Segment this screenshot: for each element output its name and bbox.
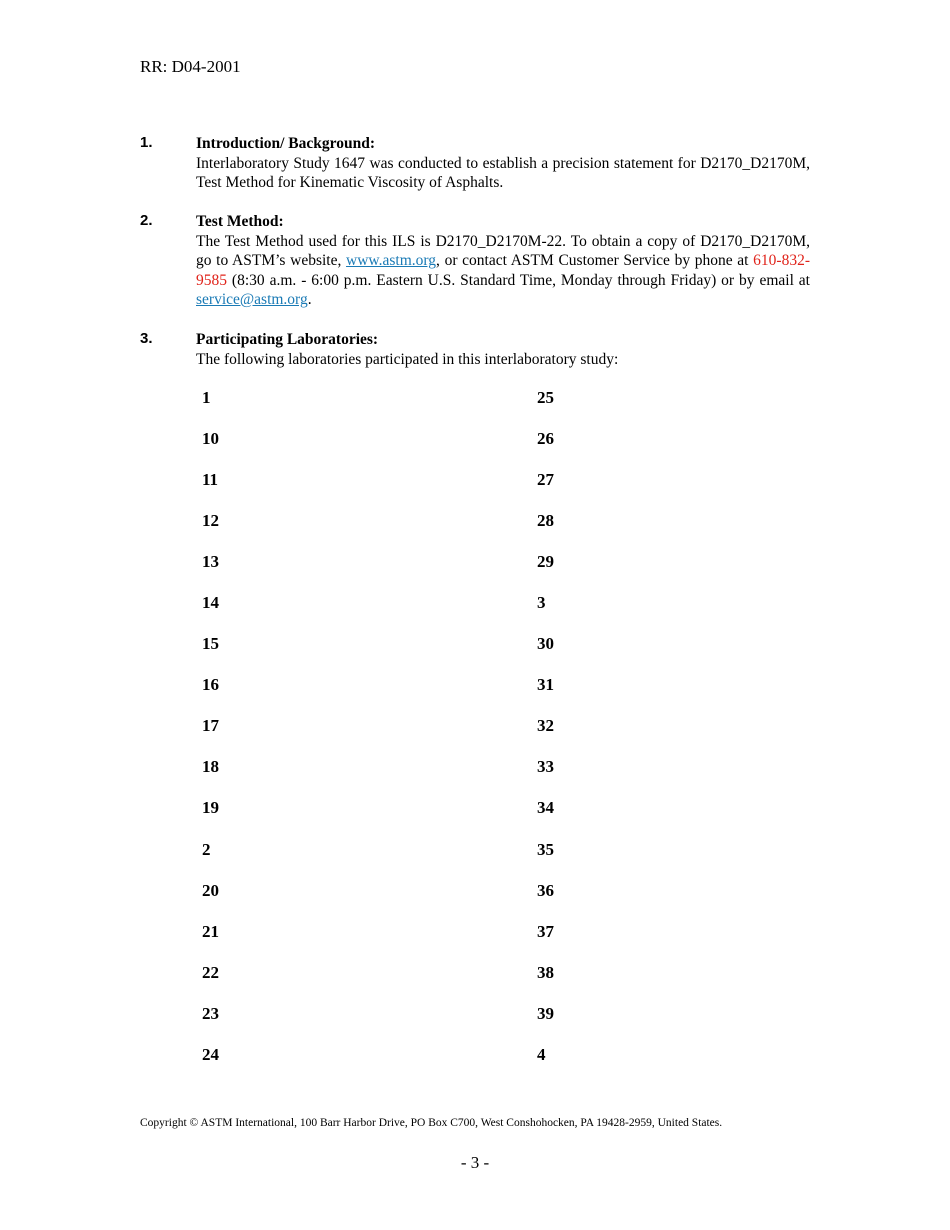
section-body: The following laboratories participated in this interlaboratory study: [196,350,619,368]
page-number: - 3 - [460,1153,490,1172]
lab-id: 39 [537,1003,554,1023]
lab-id: 21 [202,921,219,941]
lab-row [202,470,762,511]
lab-row [202,675,762,716]
lab-id: 13 [202,552,219,572]
lab-row [202,552,762,593]
lab-id: 26 [537,429,554,449]
lab-id: 30 [537,634,554,654]
section-test-method [140,212,810,310]
section-number: 2. [140,212,153,229]
lab-id: 36 [537,880,554,900]
lab-row [202,1004,762,1045]
lab-id: 16 [202,675,219,695]
laboratory-list [202,388,762,1086]
lab-id: 3 [537,593,546,613]
lab-id: 27 [537,470,554,490]
body-text: (8:30 a.m. - 6:00 p.m. Eastern U.S. Standard Time, Monday through Friday) or by email at [227,271,810,289]
lab-id: 32 [537,716,554,736]
lab-row [202,757,762,798]
lab-id: 4 [537,1044,546,1064]
lab-row [202,963,762,1004]
lab-row [202,634,762,675]
lab-id: 31 [537,675,554,695]
lab-row [202,716,762,757]
lab-id: 19 [202,798,219,818]
lab-row [202,881,762,922]
section-body: Interlaboratory Study 1647 was conducted to establish a precision statement for D2170_D2170M, Test Method for Kinematic Viscosity of Asphalts. [196,154,810,191]
section-body [196,232,810,310]
section-title: Test Method: [196,213,284,230]
phone-number: 610-832-9585 [196,252,810,289]
lab-id: 10 [202,429,219,449]
lab-id: 18 [202,757,219,777]
lab-id: 22 [202,962,219,982]
lab-row [202,798,762,839]
lab-id: 28 [537,511,554,531]
lab-row [202,429,762,470]
email-link[interactable]: service@astm.org [196,291,308,308]
lab-id: 29 [537,552,554,572]
lab-row [202,1045,762,1086]
lab-id: 1 [202,388,211,407]
lab-id: 23 [202,1003,219,1023]
lab-id: 25 [537,388,554,407]
lab-row [202,593,762,634]
section-title: Participating Laboratories: [196,331,379,348]
section-number: 1. [140,134,153,151]
section-title: Introduction/ Background: [196,135,376,152]
lab-id: 38 [537,962,554,982]
section-participating-laboratories [140,330,810,369]
lab-id: 11 [202,470,219,490]
lab-row [202,511,762,552]
body-text: The Test Method used for this ILS is D2170_D2170M-22. To obtain a copy of D2170_D2170M, go to ASTM’s website, [196,232,810,269]
document-header: RR: D04-2001 [140,57,241,76]
lab-id: 12 [202,511,219,531]
lab-id: 35 [537,839,554,859]
lab-row [202,922,762,963]
lab-id: 34 [537,798,554,818]
lab-id: 37 [537,921,554,941]
body-text: , or contact ASTM Customer Service by phone at [436,252,754,269]
body-text: . [307,291,312,308]
copyright-footer: Copyright © ASTM International, 100 Barr Harbor Drive, PO Box C700, West Conshohocken, PA 19428-2959, United States. [140,1117,723,1129]
lab-id: 2 [202,839,211,859]
lab-id: 20 [202,880,219,900]
website-link[interactable]: www.astm.org [346,252,437,269]
section-introduction [140,134,810,193]
lab-row [202,840,762,881]
lab-id: 15 [202,634,219,654]
lab-id: 24 [202,1044,219,1064]
lab-id: 33 [537,757,554,777]
lab-id: 14 [202,593,219,613]
lab-row [202,388,762,429]
section-number: 3. [140,330,153,347]
lab-id: 17 [202,716,219,736]
